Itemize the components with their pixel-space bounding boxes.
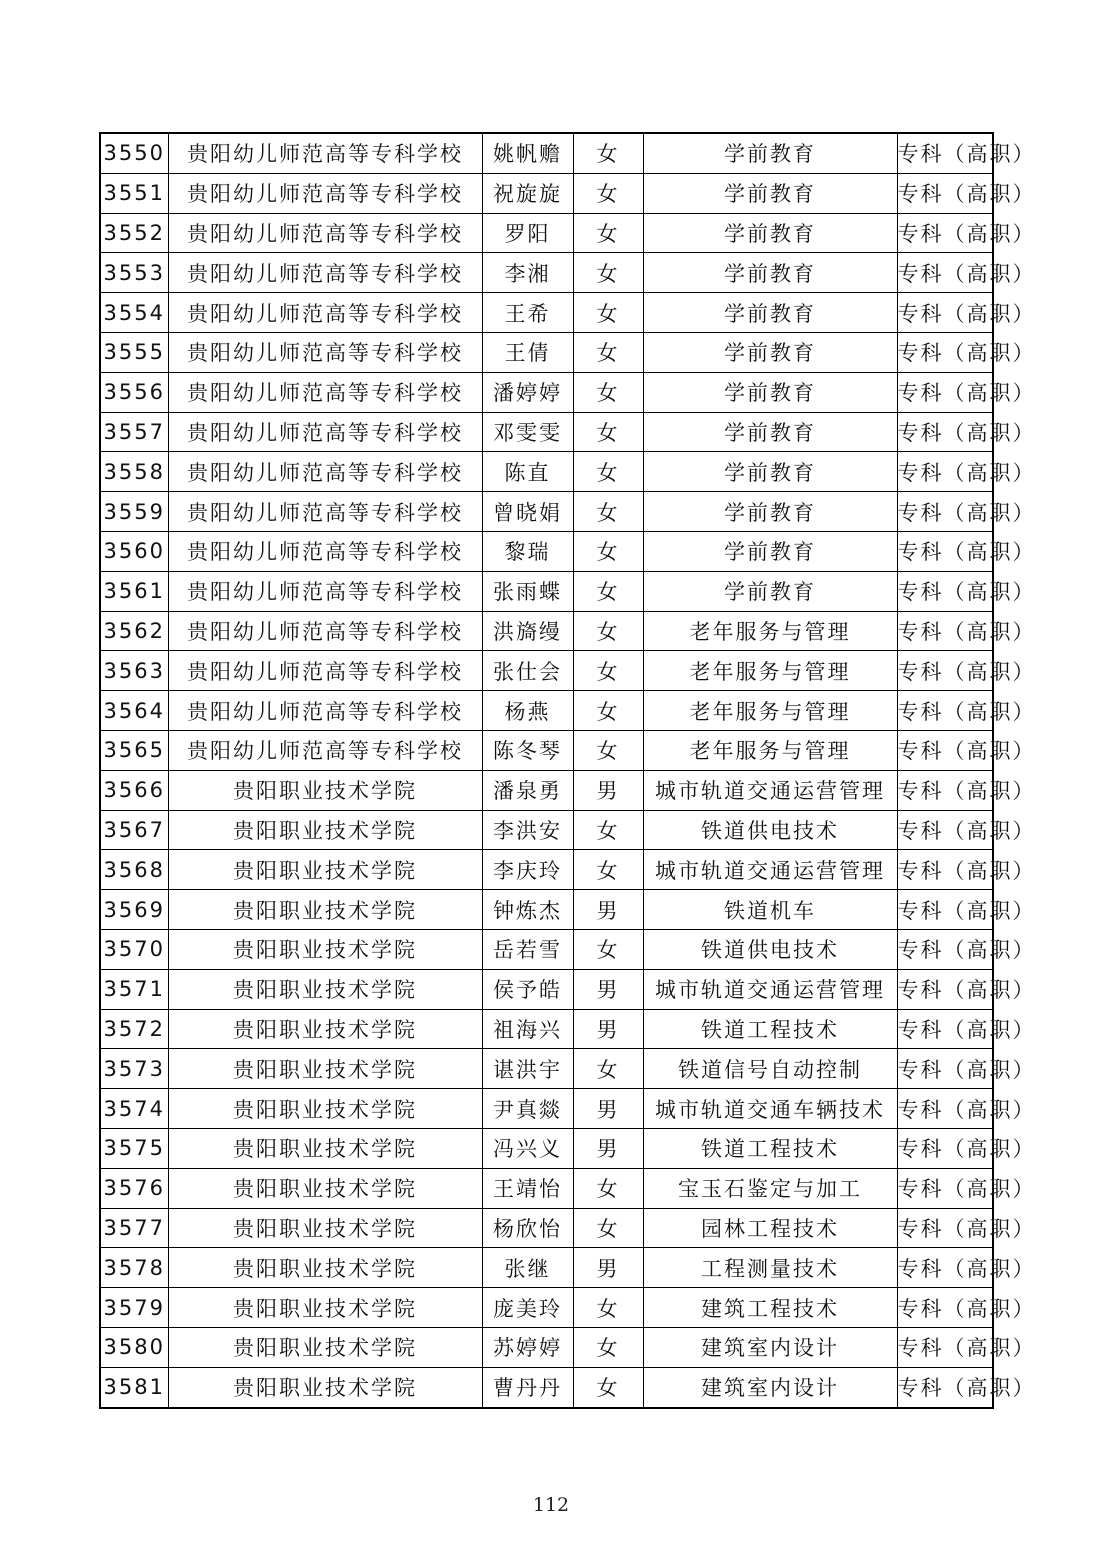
cell-student-name: 张继 — [482, 1248, 573, 1288]
cell-gender: 男 — [573, 890, 643, 930]
cell-school: 贵阳职业技术学院 — [168, 1288, 482, 1328]
cell-number: 3567 — [100, 810, 168, 850]
cell-student-name: 李庆玲 — [482, 850, 573, 890]
cell-major: 建筑室内设计 — [643, 1367, 897, 1407]
cell-number: 3559 — [100, 492, 168, 532]
cell-gender: 女 — [573, 1168, 643, 1208]
cell-major: 老年服务与管理 — [643, 691, 897, 731]
cell-number: 3553 — [100, 253, 168, 293]
table-row — [100, 1049, 993, 1089]
cell-school: 贵阳职业技术学院 — [168, 1089, 482, 1129]
cell-gender: 女 — [573, 332, 643, 372]
cell-gender: 女 — [573, 571, 643, 611]
table-row — [100, 1367, 993, 1407]
cell-major: 老年服务与管理 — [643, 611, 897, 651]
table-row — [100, 770, 993, 810]
table-row — [100, 1168, 993, 1208]
cell-number: 3558 — [100, 452, 168, 492]
table-row — [100, 810, 993, 850]
cell-level: 专科（高职） — [897, 571, 993, 611]
cell-school: 贵阳职业技术学院 — [168, 890, 482, 930]
table-row — [100, 1208, 993, 1248]
cell-major: 铁道工程技术 — [643, 1128, 897, 1168]
cell-level: 专科（高职） — [897, 412, 993, 452]
table-row — [100, 133, 993, 173]
cell-gender: 女 — [573, 850, 643, 890]
cell-level: 专科（高职） — [897, 969, 993, 1009]
cell-school: 贵阳幼儿师范高等专科学校 — [168, 133, 482, 173]
cell-number: 3562 — [100, 611, 168, 651]
cell-number: 3570 — [100, 929, 168, 969]
cell-student-name: 庞美玲 — [482, 1288, 573, 1328]
cell-gender: 女 — [573, 1327, 643, 1367]
cell-level: 专科（高职） — [897, 611, 993, 651]
cell-gender: 女 — [573, 1049, 643, 1089]
cell-level: 专科（高职） — [897, 1208, 993, 1248]
cell-student-name: 潘泉勇 — [482, 770, 573, 810]
table-row — [100, 492, 993, 532]
cell-student-name: 陈直 — [482, 452, 573, 492]
table-row — [100, 332, 993, 372]
cell-major: 建筑工程技术 — [643, 1288, 897, 1328]
table-row — [100, 969, 993, 1009]
cell-major: 学前教育 — [643, 492, 897, 532]
cell-student-name: 李洪安 — [482, 810, 573, 850]
table-row — [100, 730, 993, 770]
cell-gender: 女 — [573, 492, 643, 532]
cell-major: 铁道供电技术 — [643, 810, 897, 850]
cell-student-name: 曹丹丹 — [482, 1367, 573, 1407]
table-row — [100, 651, 993, 691]
cell-major: 工程测量技术 — [643, 1248, 897, 1288]
cell-gender: 女 — [573, 1208, 643, 1248]
cell-major: 老年服务与管理 — [643, 730, 897, 770]
cell-gender: 女 — [573, 412, 643, 452]
cell-major: 建筑室内设计 — [643, 1327, 897, 1367]
cell-student-name: 王倩 — [482, 332, 573, 372]
cell-gender: 女 — [573, 651, 643, 691]
cell-level: 专科（高职） — [897, 253, 993, 293]
cell-gender: 女 — [573, 452, 643, 492]
cell-major: 学前教育 — [643, 293, 897, 333]
cell-student-name: 黎瑞 — [482, 531, 573, 571]
cell-major: 铁道工程技术 — [643, 1009, 897, 1049]
cell-school: 贵阳幼儿师范高等专科学校 — [168, 651, 482, 691]
cell-gender: 女 — [573, 293, 643, 333]
table-row — [100, 531, 993, 571]
cell-major: 铁道信号自动控制 — [643, 1049, 897, 1089]
cell-level: 专科（高职） — [897, 213, 993, 253]
cell-school: 贵阳幼儿师范高等专科学校 — [168, 293, 482, 333]
roster-table — [99, 132, 1036, 1409]
cell-level: 专科（高职） — [897, 1049, 993, 1089]
cell-student-name: 侯予皓 — [482, 969, 573, 1009]
cell-gender: 女 — [573, 1367, 643, 1407]
cell-student-name: 罗阳 — [482, 213, 573, 253]
table-row — [100, 850, 993, 890]
table-row — [100, 372, 993, 412]
table-row — [100, 1128, 993, 1168]
roster-table-body — [100, 133, 1036, 1408]
cell-level: 专科（高职） — [897, 929, 993, 969]
cell-school: 贵阳职业技术学院 — [168, 770, 482, 810]
cell-number: 3563 — [100, 651, 168, 691]
cell-gender: 女 — [573, 810, 643, 850]
cell-school: 贵阳职业技术学院 — [168, 969, 482, 1009]
cell-gender: 女 — [573, 213, 643, 253]
cell-school: 贵阳职业技术学院 — [168, 1168, 482, 1208]
cell-number: 3573 — [100, 1049, 168, 1089]
table-row — [100, 452, 993, 492]
cell-number: 3557 — [100, 412, 168, 452]
cell-number: 3566 — [100, 770, 168, 810]
cell-student-name: 王靖怡 — [482, 1168, 573, 1208]
cell-school: 贵阳幼儿师范高等专科学校 — [168, 492, 482, 532]
cell-level: 专科（高职） — [897, 1128, 993, 1168]
table-row — [100, 1009, 993, 1049]
cell-school: 贵阳幼儿师范高等专科学校 — [168, 213, 482, 253]
cell-level: 专科（高职） — [897, 1288, 993, 1328]
table-row — [100, 1089, 993, 1129]
cell-student-name: 尹真燚 — [482, 1089, 573, 1129]
cell-gender: 女 — [573, 253, 643, 293]
cell-school: 贵阳幼儿师范高等专科学校 — [168, 452, 482, 492]
cell-level: 专科（高职） — [897, 810, 993, 850]
cell-student-name: 苏婷婷 — [482, 1327, 573, 1367]
cell-major: 城市轨道交通运营管理 — [643, 969, 897, 1009]
cell-number: 3561 — [100, 571, 168, 611]
cell-gender: 女 — [573, 691, 643, 731]
cell-number: 3576 — [100, 1168, 168, 1208]
cell-major: 学前教育 — [643, 253, 897, 293]
cell-level: 专科（高职） — [897, 770, 993, 810]
cell-gender: 男 — [573, 1089, 643, 1129]
cell-school: 贵阳幼儿师范高等专科学校 — [168, 332, 482, 372]
table-row — [100, 1288, 993, 1328]
cell-number: 3564 — [100, 691, 168, 731]
cell-number: 3552 — [100, 213, 168, 253]
table-row — [100, 293, 993, 333]
cell-level: 专科（高职） — [897, 531, 993, 571]
cell-student-name: 张仕会 — [482, 651, 573, 691]
cell-level: 专科（高职） — [897, 293, 993, 333]
cell-number: 3568 — [100, 850, 168, 890]
cell-major: 学前教育 — [643, 372, 897, 412]
cell-number: 3575 — [100, 1128, 168, 1168]
cell-student-name: 张雨蝶 — [482, 571, 573, 611]
cell-school: 贵阳幼儿师范高等专科学校 — [168, 531, 482, 571]
table-row — [100, 611, 993, 651]
cell-major: 学前教育 — [643, 531, 897, 571]
cell-student-name: 冯兴义 — [482, 1128, 573, 1168]
cell-gender: 女 — [573, 730, 643, 770]
cell-major: 铁道机车 — [643, 890, 897, 930]
cell-gender: 女 — [573, 372, 643, 412]
cell-school: 贵阳职业技术学院 — [168, 1049, 482, 1089]
cell-number: 3581 — [100, 1367, 168, 1407]
cell-student-name: 李湘 — [482, 253, 573, 293]
cell-school: 贵阳幼儿师范高等专科学校 — [168, 611, 482, 651]
cell-student-name: 王希 — [482, 293, 573, 333]
cell-gender: 女 — [573, 1288, 643, 1328]
cell-major: 学前教育 — [643, 213, 897, 253]
cell-level: 专科（高职） — [897, 492, 993, 532]
cell-gender: 女 — [573, 133, 643, 173]
table-row — [100, 1327, 993, 1367]
cell-number: 3574 — [100, 1089, 168, 1129]
cell-major: 宝玉石鉴定与加工 — [643, 1168, 897, 1208]
cell-student-name: 谌洪宇 — [482, 1049, 573, 1089]
cell-number: 3550 — [100, 133, 168, 173]
cell-major: 学前教育 — [643, 452, 897, 492]
cell-student-name: 姚帆赡 — [482, 133, 573, 173]
cell-level: 专科（高职） — [897, 372, 993, 412]
cell-school: 贵阳幼儿师范高等专科学校 — [168, 691, 482, 731]
cell-level: 专科（高职） — [897, 1168, 993, 1208]
cell-major: 学前教育 — [643, 173, 897, 213]
cell-number: 3560 — [100, 531, 168, 571]
cell-student-name: 洪旖缦 — [482, 611, 573, 651]
table-row — [100, 412, 993, 452]
cell-student-name: 邓雯雯 — [482, 412, 573, 452]
cell-gender: 男 — [573, 770, 643, 810]
cell-major: 学前教育 — [643, 571, 897, 611]
cell-school: 贵阳幼儿师范高等专科学校 — [168, 253, 482, 293]
cell-level: 专科（高职） — [897, 452, 993, 492]
cell-level: 专科（高职） — [897, 332, 993, 372]
cell-level: 专科（高职） — [897, 890, 993, 930]
cell-level: 专科（高职） — [897, 133, 993, 173]
table-row — [100, 691, 993, 731]
cell-student-name: 祖海兴 — [482, 1009, 573, 1049]
cell-number: 3579 — [100, 1288, 168, 1328]
cell-gender: 女 — [573, 531, 643, 571]
cell-gender: 女 — [573, 929, 643, 969]
cell-school: 贵阳职业技术学院 — [168, 850, 482, 890]
cell-major: 老年服务与管理 — [643, 651, 897, 691]
cell-student-name: 杨欣怡 — [482, 1208, 573, 1248]
cell-number: 3556 — [100, 372, 168, 412]
cell-major: 城市轨道交通车辆技术 — [643, 1089, 897, 1129]
cell-gender: 女 — [573, 611, 643, 651]
table-row — [100, 890, 993, 930]
table-row — [100, 571, 993, 611]
cell-gender: 女 — [573, 173, 643, 213]
cell-student-name: 祝旋旋 — [482, 173, 573, 213]
cell-number: 3571 — [100, 969, 168, 1009]
cell-level: 专科（高职） — [897, 1327, 993, 1367]
cell-student-name: 岳若雪 — [482, 929, 573, 969]
cell-number: 3578 — [100, 1248, 168, 1288]
cell-level: 专科（高职） — [897, 1367, 993, 1407]
cell-level: 专科（高职） — [897, 173, 993, 213]
cell-major: 园林工程技术 — [643, 1208, 897, 1248]
cell-gender: 男 — [573, 1009, 643, 1049]
table-row — [100, 253, 993, 293]
cell-student-name: 曾晓娟 — [482, 492, 573, 532]
cell-level: 专科（高职） — [897, 1009, 993, 1049]
cell-number: 3551 — [100, 173, 168, 213]
cell-level: 专科（高职） — [897, 850, 993, 890]
cell-school: 贵阳职业技术学院 — [168, 1327, 482, 1367]
cell-student-name: 潘婷婷 — [482, 372, 573, 412]
cell-number: 3555 — [100, 332, 168, 372]
cell-major: 城市轨道交通运营管理 — [643, 850, 897, 890]
cell-school: 贵阳幼儿师范高等专科学校 — [168, 173, 482, 213]
cell-school: 贵阳职业技术学院 — [168, 1009, 482, 1049]
cell-level: 专科（高职） — [897, 730, 993, 770]
table-row — [100, 213, 993, 253]
cell-level: 专科（高职） — [897, 1089, 993, 1129]
cell-major: 学前教育 — [643, 133, 897, 173]
cell-gender: 男 — [573, 1128, 643, 1168]
cell-school: 贵阳幼儿师范高等专科学校 — [168, 730, 482, 770]
cell-gender: 男 — [573, 1248, 643, 1288]
table-row — [100, 929, 993, 969]
cell-number: 3554 — [100, 293, 168, 333]
cell-level: 专科（高职） — [897, 651, 993, 691]
cell-school: 贵阳职业技术学院 — [168, 1248, 482, 1288]
table-row — [100, 1248, 993, 1288]
cell-school: 贵阳幼儿师范高等专科学校 — [168, 571, 482, 611]
cell-level: 专科（高职） — [897, 1248, 993, 1288]
cell-major: 学前教育 — [643, 412, 897, 452]
cell-school: 贵阳职业技术学院 — [168, 1367, 482, 1407]
cell-school: 贵阳幼儿师范高等专科学校 — [168, 372, 482, 412]
cell-number: 3569 — [100, 890, 168, 930]
cell-school: 贵阳幼儿师范高等专科学校 — [168, 412, 482, 452]
table-row — [100, 173, 993, 213]
cell-school: 贵阳职业技术学院 — [168, 1128, 482, 1168]
cell-school: 贵阳职业技术学院 — [168, 1208, 482, 1248]
cell-student-name: 陈冬琴 — [482, 730, 573, 770]
cell-student-name: 杨燕 — [482, 691, 573, 731]
cell-gender: 男 — [573, 969, 643, 1009]
cell-major: 学前教育 — [643, 332, 897, 372]
cell-major: 城市轨道交通运营管理 — [643, 770, 897, 810]
page-number: 112 — [532, 1494, 570, 1516]
cell-number: 3572 — [100, 1009, 168, 1049]
cell-student-name: 钟炼杰 — [482, 890, 573, 930]
cell-number: 3565 — [100, 730, 168, 770]
cell-major: 铁道供电技术 — [643, 929, 897, 969]
cell-school: 贵阳职业技术学院 — [168, 929, 482, 969]
cell-level: 专科（高职） — [897, 691, 993, 731]
cell-number: 3577 — [100, 1208, 168, 1248]
cell-school: 贵阳职业技术学院 — [168, 810, 482, 850]
cell-number: 3580 — [100, 1327, 168, 1367]
